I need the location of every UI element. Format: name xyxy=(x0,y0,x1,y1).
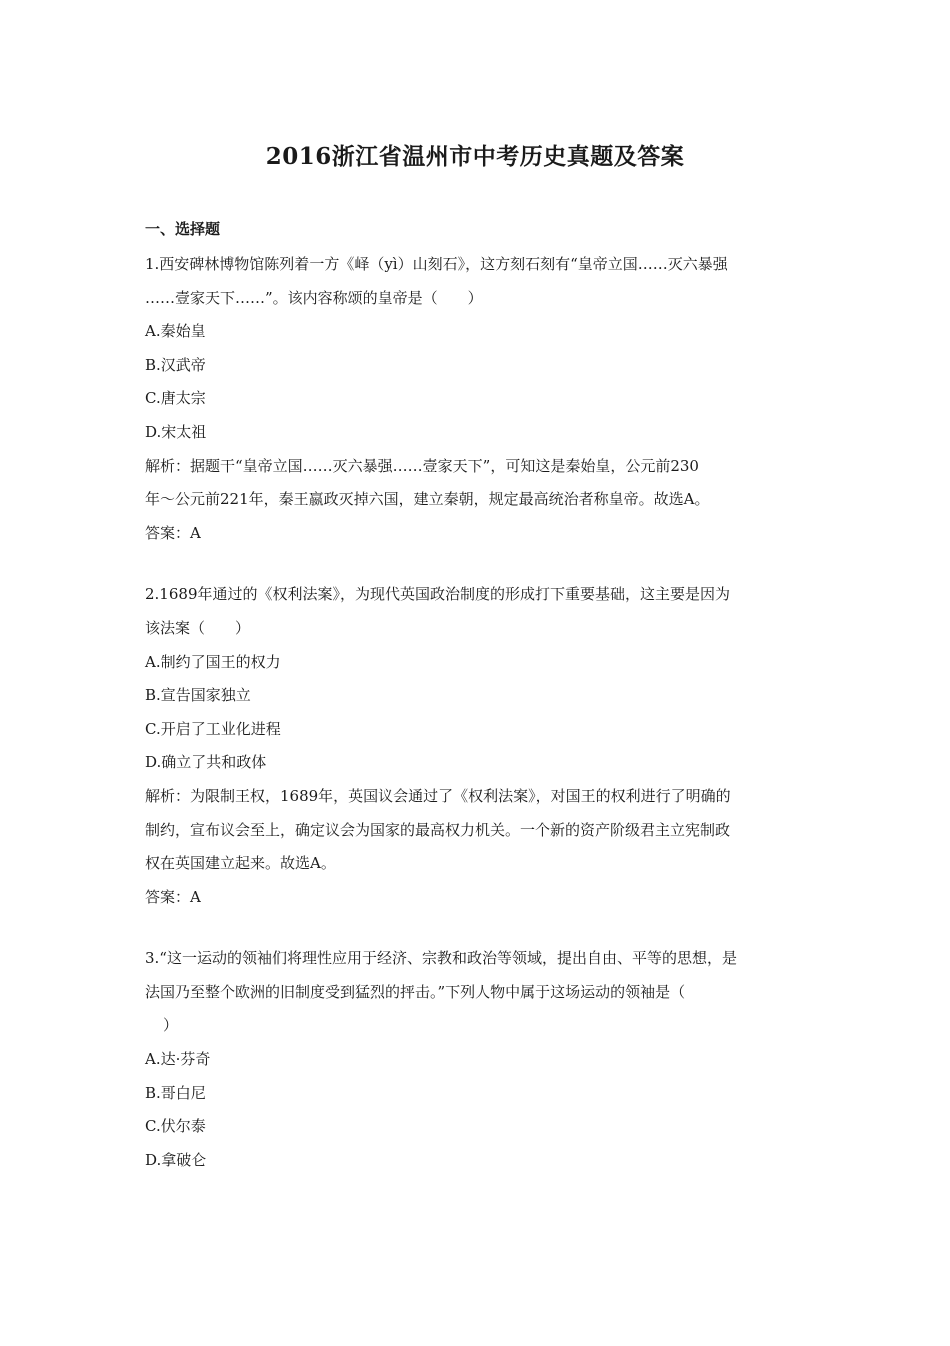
question-stem: 3.“这一运动的领袖们将理性应用于经济、宗教和政治等领域，提出自由、平等的思想，是 xyxy=(145,949,737,968)
section-heading: 一、选择题 xyxy=(145,220,221,238)
analysis-text: 解析：为限制王权，1689年，英国议会通过了《权利法案》，对国王的权利进行了明确的 xyxy=(145,786,731,805)
option-d: D.拿破仑 xyxy=(145,1150,207,1169)
question-stem: 法国乃至整个欧洲的旧制度受到猛烈的抨击。”下列人物中属于这场运动的领袖是（ xyxy=(145,982,686,1001)
option-b: B.汉武帝 xyxy=(145,355,206,374)
question-stem: 该法案（ ） xyxy=(145,618,251,637)
spacer xyxy=(145,550,810,578)
option-a: A.达·芬奇 xyxy=(145,1050,211,1069)
analysis-text: 年～公元前221年，秦王嬴政灭掉六国，建立秦朝，规定最高统治者称皇帝。故选A。 xyxy=(145,490,710,509)
analysis-text: 制约，宣布议会至上，确定议会为国家的最高权力机关。一个新的资产阶级君主立宪制政 xyxy=(145,820,731,839)
question-stem: ……壹家天下……”。该内容称颂的皇帝是（ ） xyxy=(145,288,483,307)
answer-text: 答案：A xyxy=(145,523,201,542)
option-a: A.制约了国王的权力 xyxy=(145,652,281,671)
answer-text: 答案：A xyxy=(145,887,201,906)
spacer xyxy=(145,914,810,942)
option-b: B.宣告国家独立 xyxy=(145,686,251,705)
question-stem: 2.1689年通过的《权利法案》，为现代英国政治制度的形成打下重要基础，这主要是因为 xyxy=(145,585,730,604)
analysis-text: 权在英国建立起来。故选A。 xyxy=(145,854,336,873)
option-c: C.唐太宗 xyxy=(145,389,206,408)
question-3 xyxy=(145,942,810,1177)
question-1 xyxy=(145,248,810,550)
question-stem: ） xyxy=(163,1016,179,1035)
option-d: D.确立了共和政体 xyxy=(145,753,267,772)
question-2 xyxy=(145,578,810,914)
analysis-text: 解析：据题干“皇帝立国……灭六暴强……壹家天下”，可知这是秦始皇，公元前230 xyxy=(145,456,699,475)
option-c: C.开启了工业化进程 xyxy=(145,719,281,738)
option-c: C.伏尔泰 xyxy=(145,1117,206,1136)
question-stem: 1.西安碑林博物馆陈列着一方《峄（yì）山刻石》，这方刻石刻有“皇帝立国……灭六暴强 xyxy=(145,255,728,273)
option-a: A.秦始皇 xyxy=(145,322,206,341)
question-list xyxy=(145,248,810,1177)
option-d: D.宋太祖 xyxy=(145,422,207,441)
page-title: 2016浙江省温州市中考历史真题及答案 xyxy=(265,143,685,170)
option-b: B.哥白尼 xyxy=(145,1083,206,1102)
